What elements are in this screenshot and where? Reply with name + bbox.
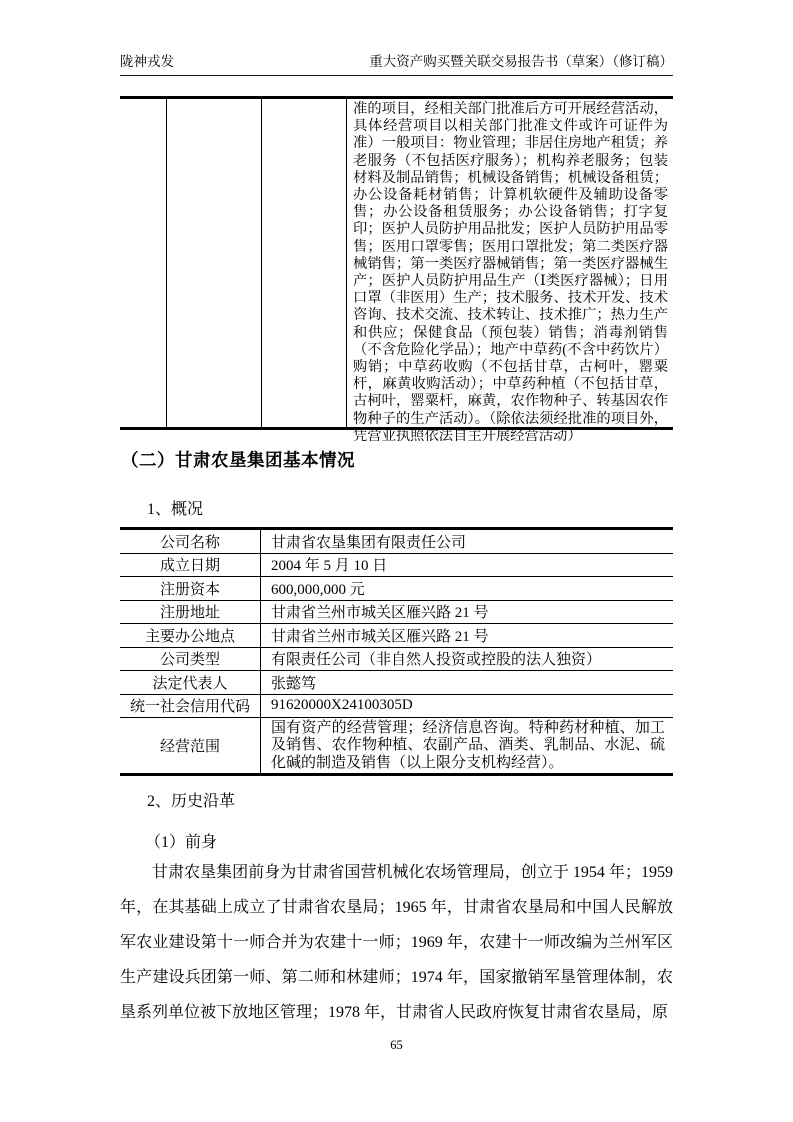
row-label: 公司名称 (120, 530, 261, 553)
table-row (120, 718, 673, 773)
row-value: 有限责任公司（非自然人投资或控股的法人独资） (271, 652, 602, 669)
row-label: 统一社会信用代码 (120, 695, 261, 718)
table-row (120, 624, 673, 648)
row-value: 甘肃省农垦集团有限责任公司 (271, 534, 467, 551)
continuation-empty-col-3 (262, 99, 347, 427)
history-paragraph: 甘肃农垦集团前身为甘肃省国营机械化农场管理局，创立于 1954 年；1959 年，在其基础上成立了甘肃省农垦局；1965 年，甘肃省农垦局和中国人民解放军农业建设第十一师合并为农建十一师；1969 年，农建十一师改编为兰州军区生产建设兵团第一师、第二师和林建师；1974 年，国家撤销军垦管理体制，农垦系列单位被下放地区管理；1978 年，甘肃省人民政府恢复甘肃省农垦局，原 (120, 864, 673, 1021)
continuation-empty-col-1 (120, 99, 167, 427)
row-label: 法定代表人 (120, 671, 261, 694)
subheading-overview: 1、概况 (147, 501, 204, 518)
row-label: 主要办公地点 (120, 624, 261, 647)
subheading-predecessor: （1）前身 (145, 834, 218, 851)
header-right-title: 重大资产购买暨关联交易报告书（草案）（修订稿） (369, 54, 673, 69)
continuation-empty-col-2 (167, 99, 262, 427)
row-value: 国有资产的经营管理；经济信息咨询。特种药材种植、加工及销售、农作物种植、农副产品、酒类、乳制品、水泥、硫化碱的制造及销售（以上限分支机构经营）。 (271, 720, 665, 771)
section-heading: （二）甘肃农垦集团基本情况 (121, 450, 355, 470)
table-row (120, 554, 673, 578)
row-value: 甘肃省兰州市城关区雁兴路 21 号 (271, 605, 489, 622)
business-scope-text: 准的项目，经相关部门批准后方可开展经营活动，具体经营项目以相关部门批准文件或许可证件为准）一般项目：物业管理；非居住房地产租赁；养老服务（不包括医疗服务）；机构养老服务；包装材料及制品销售；机械设备销售；机械设备租赁；办公设备耗材销售；计算机软硬件及辅助设备零售；办公设备租赁服务；办公设备销售；打字复印；医护人员防护用品批发；医护人员防护用品零售；医用口罩零售；医用口罩批发；第二类医疗器械销售；第一类医疗器械销售；第一类医疗器械生产；医护人员防护用品生产（Ⅰ类医疗器械）；日用口罩（非医用）生产；技术服务、技术开发、技术咨询、技术交流、技术转让、技术推广；热力生产和供应；保健食品（预包装）销售；消毒剂销售（不含危险化学品）；地产中草药(不含中药饮片）购销；中草药收购（不包括甘草，古柯叶，罂粟杆，麻黄收购活动）；中草药种植（不包括甘草，古柯叶，罂粟杆，麻黄，农作物种子、转基因农作物种子的生产活动）。（除依法须经批准的项目外，凭营业执照依法自主开展经营活动） (353, 101, 668, 444)
row-value: 600,000,000 元 (271, 581, 365, 598)
page-number: 65 (390, 1038, 403, 1052)
header-left-title: 陇神戎发 (120, 54, 174, 69)
row-value: 甘肃省兰州市城关区雁兴路 21 号 (271, 628, 489, 645)
row-label: 经营范围 (120, 718, 261, 773)
subheading-history: 2、历史沿革 (147, 793, 236, 810)
row-label: 公司类型 (120, 648, 261, 671)
table-row (120, 648, 673, 672)
row-value: 91620000X24100305D (271, 697, 413, 714)
table-row (120, 577, 673, 601)
row-label: 成立日期 (120, 554, 261, 577)
table-row (120, 695, 673, 719)
row-value: 2004 年 5 月 10 日 (271, 558, 388, 575)
table-row (120, 601, 673, 625)
row-value: 张懿笃 (271, 675, 317, 692)
table-row (120, 530, 673, 554)
business-scope-continuation-table (120, 96, 673, 444)
row-label: 注册资本 (120, 577, 261, 600)
row-label: 注册地址 (120, 601, 261, 624)
running-header (120, 50, 673, 76)
table-row (120, 671, 673, 695)
company-overview-table (120, 527, 673, 776)
